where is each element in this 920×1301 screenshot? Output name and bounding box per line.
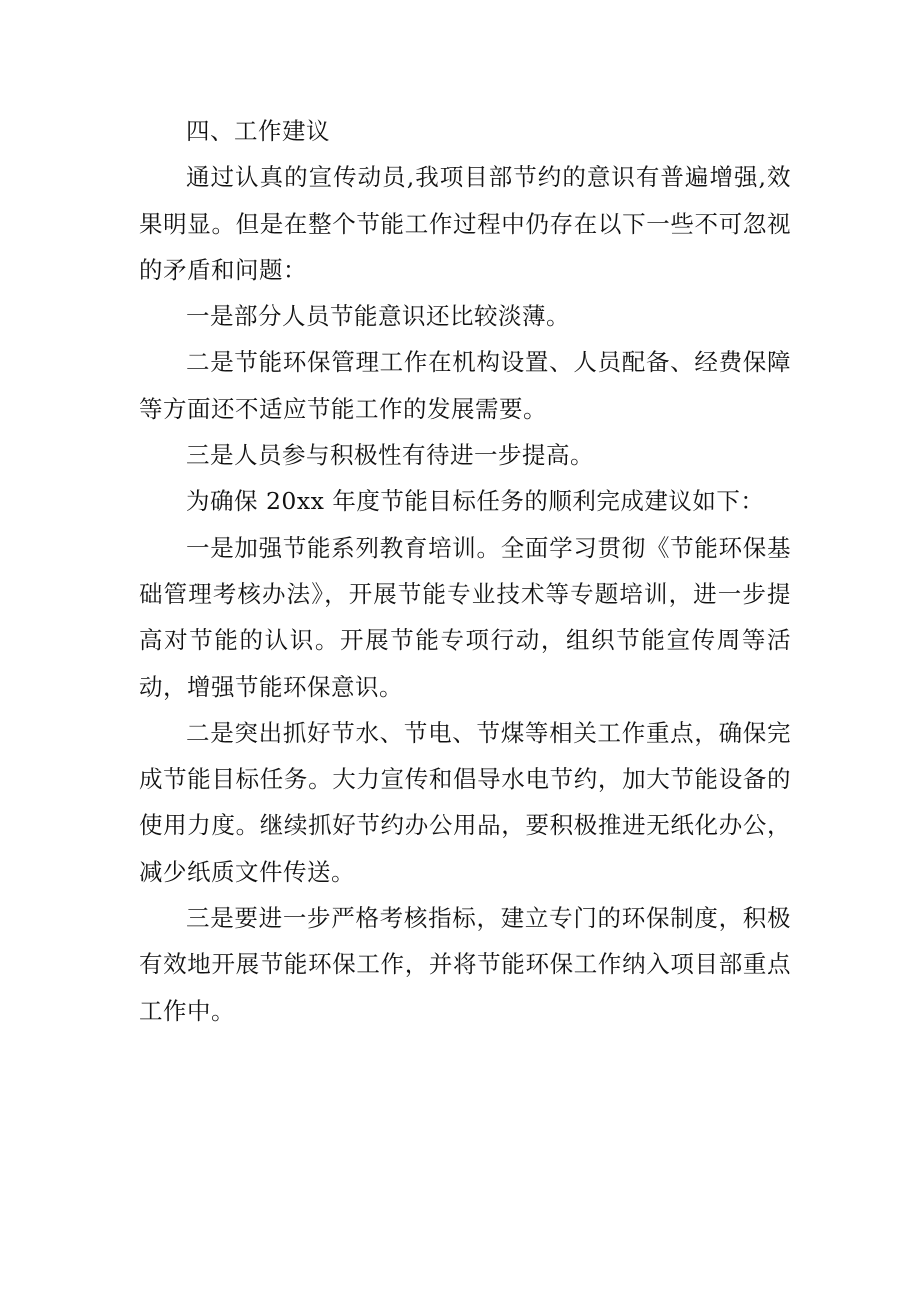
paragraph-suggestion-1: 一是加强节能系列教育培训。全面学习贯彻《节能环保基础管理考核办法》，开展节能专业技术等专题培训，进一步提高对节能的认识。开展节能专项行动，组织节能宣传周等活动，增强节能环保意识。: [139, 533, 791, 701]
paragraph-issue-2: 二是节能环保管理工作在机构设置、人员配备、经费保障等方面还不适应节能工作的发展需要。: [139, 348, 791, 423]
paragraph-suggestions-intro: 为确保 20xx 年度节能目标任务的顺利完成建议如下：: [186, 487, 765, 516]
paragraph-suggestion-2: 二是突出抓好节水、节电、节煤等相关工作重点，确保完成节能目标任务。大力宣传和倡导水电节约，加大节能设备的使用力度。继续抓好节约办公用品，要积极推进无纸化办公，减少纸质文件传送。: [139, 718, 791, 886]
paragraph-suggestion-3: 三是要进一步严格考核指标，建立专门的环保制度，积极有效地开展节能环保工作，并将节能环保工作纳入项目部重点工作中。: [139, 904, 791, 1025]
document-page: [139, 108, 791, 1034]
paragraph-intro: 通过认真的宣传动员,我项目部节约的意识有普遍增强,效果明显。但是在整个节能工作过程中仍存在以下一些不可忽视的矛盾和问题：: [139, 163, 791, 284]
paragraph-issue-3: 三是人员参与积极性有待进一步提高。: [186, 441, 594, 470]
section-heading: 四、工作建议: [186, 117, 330, 145]
paragraph-issue-1: 一是部分人员节能意识还比较淡薄。: [186, 302, 570, 331]
